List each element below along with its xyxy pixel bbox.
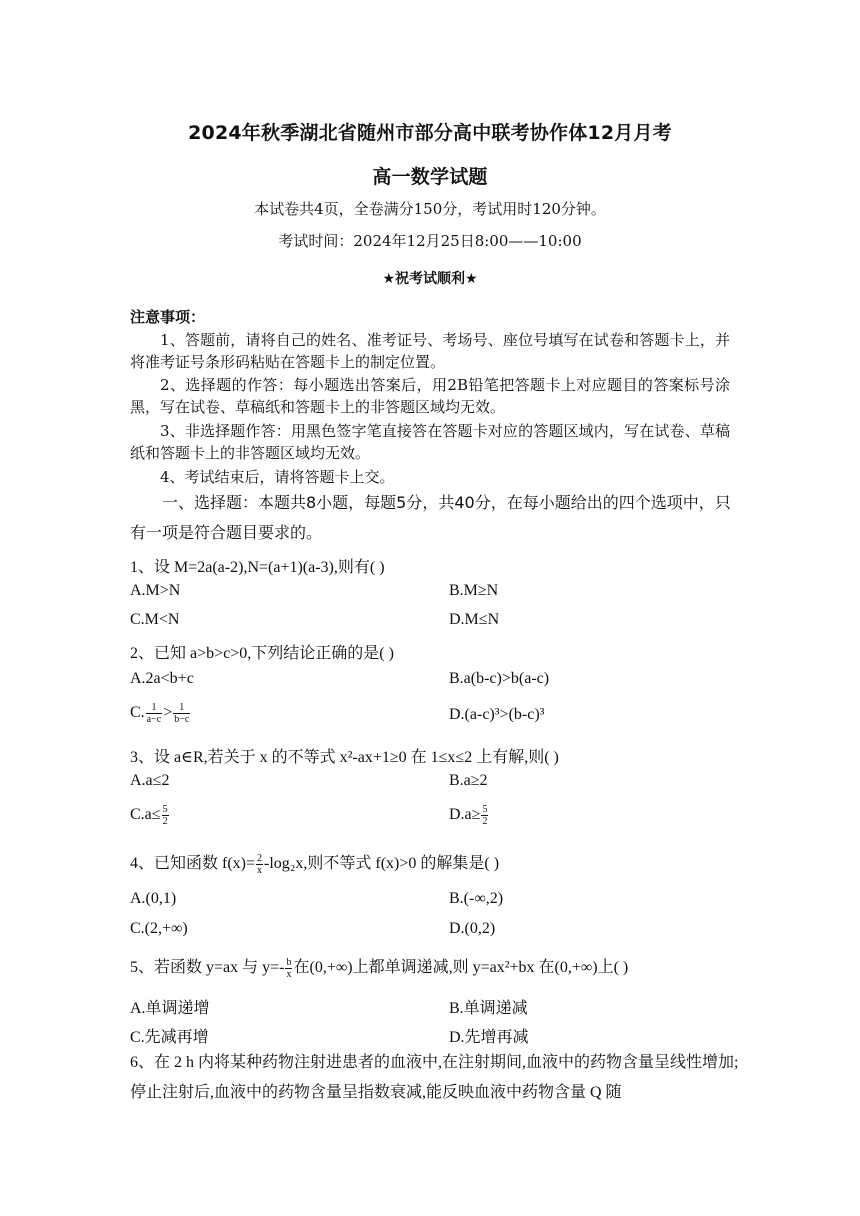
blessing-line: ★祝考试顺利★ [382,271,478,287]
question-3-stem: 3、设 a∈R,若关于 x 的不等式 x²-ax+1≥0 在 1≤x≤2 上有解,则( ) [130,749,559,766]
question-3-option-b: B.a≥2 [449,772,488,789]
section-choice-heading: 一、选择题：本题共8小题，每题5分，共40分，在每小题给出的四个选项中，只有一项是符合题目要求的。 [130,493,731,542]
fraction-denominator: 2 [482,816,488,827]
question-4-option-d: D.(0,2) [449,920,496,937]
exam-time-line: 考试时间：2024年12月25日8:00——10:00 [278,232,582,250]
stem-text: -log₂x,则不等式 f(x)>0 的解集是( ) [264,855,500,872]
question-5-option-b: B.单调递减 [449,1000,528,1017]
option-label: D.a≥ [449,806,481,824]
question-3-option-a: A.a≤2 [130,772,170,789]
question-2-option-a: A.2a<b+c [130,670,194,687]
question-1-option-d: D.M≤N [449,611,500,628]
fraction [285,957,292,980]
question-2-stem: 2、已知 a>b>c>0,下列结论正确的是( ) [130,645,394,662]
note-item: 4、考试结束后，请将答题卡上交。 [160,468,395,486]
fraction [256,853,263,876]
question-4-option-a: A.(0,1) [130,890,177,907]
note-item: 1、答题前，请将自己的姓名、准考证号、考场号、座位号填写在试卷和答题卡上，并将准考证号条形码粘贴在答题卡上的制定位置。 [130,331,730,371]
exam-subject-title: 高一数学试题 [372,166,488,188]
fraction-numerator: 5 [482,804,488,815]
question-1-option-b: B.M≥N [449,582,499,599]
option-label: C.a≤ [130,806,161,824]
stem-text: 5、若函数 y=ax 与 y=- [130,959,285,976]
notes-heading: 注意事项： [130,308,206,326]
question-4-stem [130,850,740,876]
fraction [481,804,488,827]
fraction [146,702,163,725]
option-label: C. [130,704,145,722]
question-6-stem: 6、在 2 h 内将某种药物注射进患者的血液中,在注射期间,血液中的药物含量呈线性增加;停止注射后,血液中的药物含量呈指数衰减,能反映血液中药物含量 Q 随 [130,1054,739,1101]
fraction-numerator: 1 [173,702,190,714]
fraction-numerator: 5 [162,804,168,815]
exam-info-line: 本试卷共4页，全卷满分150分，考试用时120分钟。 [254,200,606,218]
fraction-numerator: 2 [257,852,263,864]
stem-text: 在(0,+∞)上都单调递减,则 y=ax²+bx 在(0,+∞)上( ) [293,959,629,976]
comparison-operator: > [163,704,173,722]
question-1-option-a: A.M>N [130,582,181,599]
question-4-option-c: C.(2,+∞) [130,920,188,937]
fraction [162,804,169,827]
exam-title: 2024年秋季湖北省随州市部分高中联考协作体12月月考 [188,122,672,144]
fraction [173,702,190,725]
fraction-numerator: 1 [146,702,163,714]
note-item: 3、非选择题作答：用黑色签字笔直接答在答题卡对应的答题区域内，写在试卷、草稿纸和答题卡上的非答题区域均无效。 [130,422,730,462]
question-5-stem [130,954,740,980]
stem-text: 4、已知函数 f(x)= [130,855,256,872]
question-5-option-c: C.先减再增 [130,1029,209,1046]
question-5-option-a: A.单调递增 [130,1000,210,1017]
note-item: 2、选择题的作答：每小题选出答案后，用2B铅笔把答题卡上对应题目的答案标号涂黑，写在试卷、草稿纸和答题卡上的非答题区域均无效。 [130,376,730,416]
question-3-option-d [449,804,489,827]
question-4-option-b: B.(-∞,2) [449,890,504,907]
question-2-option-b: B.a(b-c)>b(a-c) [449,670,550,687]
question-3-option-c [130,804,170,827]
fraction-denominator: a−c [146,714,162,725]
question-5-option-d: D.先增再减 [449,1029,529,1046]
question-1-stem: 1、设 M=2a(a-2),N=(a+1)(a-3),则有( ) [130,559,385,576]
fraction-denominator: b−c [174,714,190,725]
fraction-denominator: x [286,968,292,980]
question-2-option-c [130,702,191,725]
fraction-numerator: b [286,956,292,968]
fraction-denominator: x [257,864,263,876]
fraction-denominator: 2 [162,816,168,827]
question-1-option-c: C.M<N [130,611,180,628]
question-2-option-d: D.(a-c)³>(b-c)³ [449,706,545,723]
